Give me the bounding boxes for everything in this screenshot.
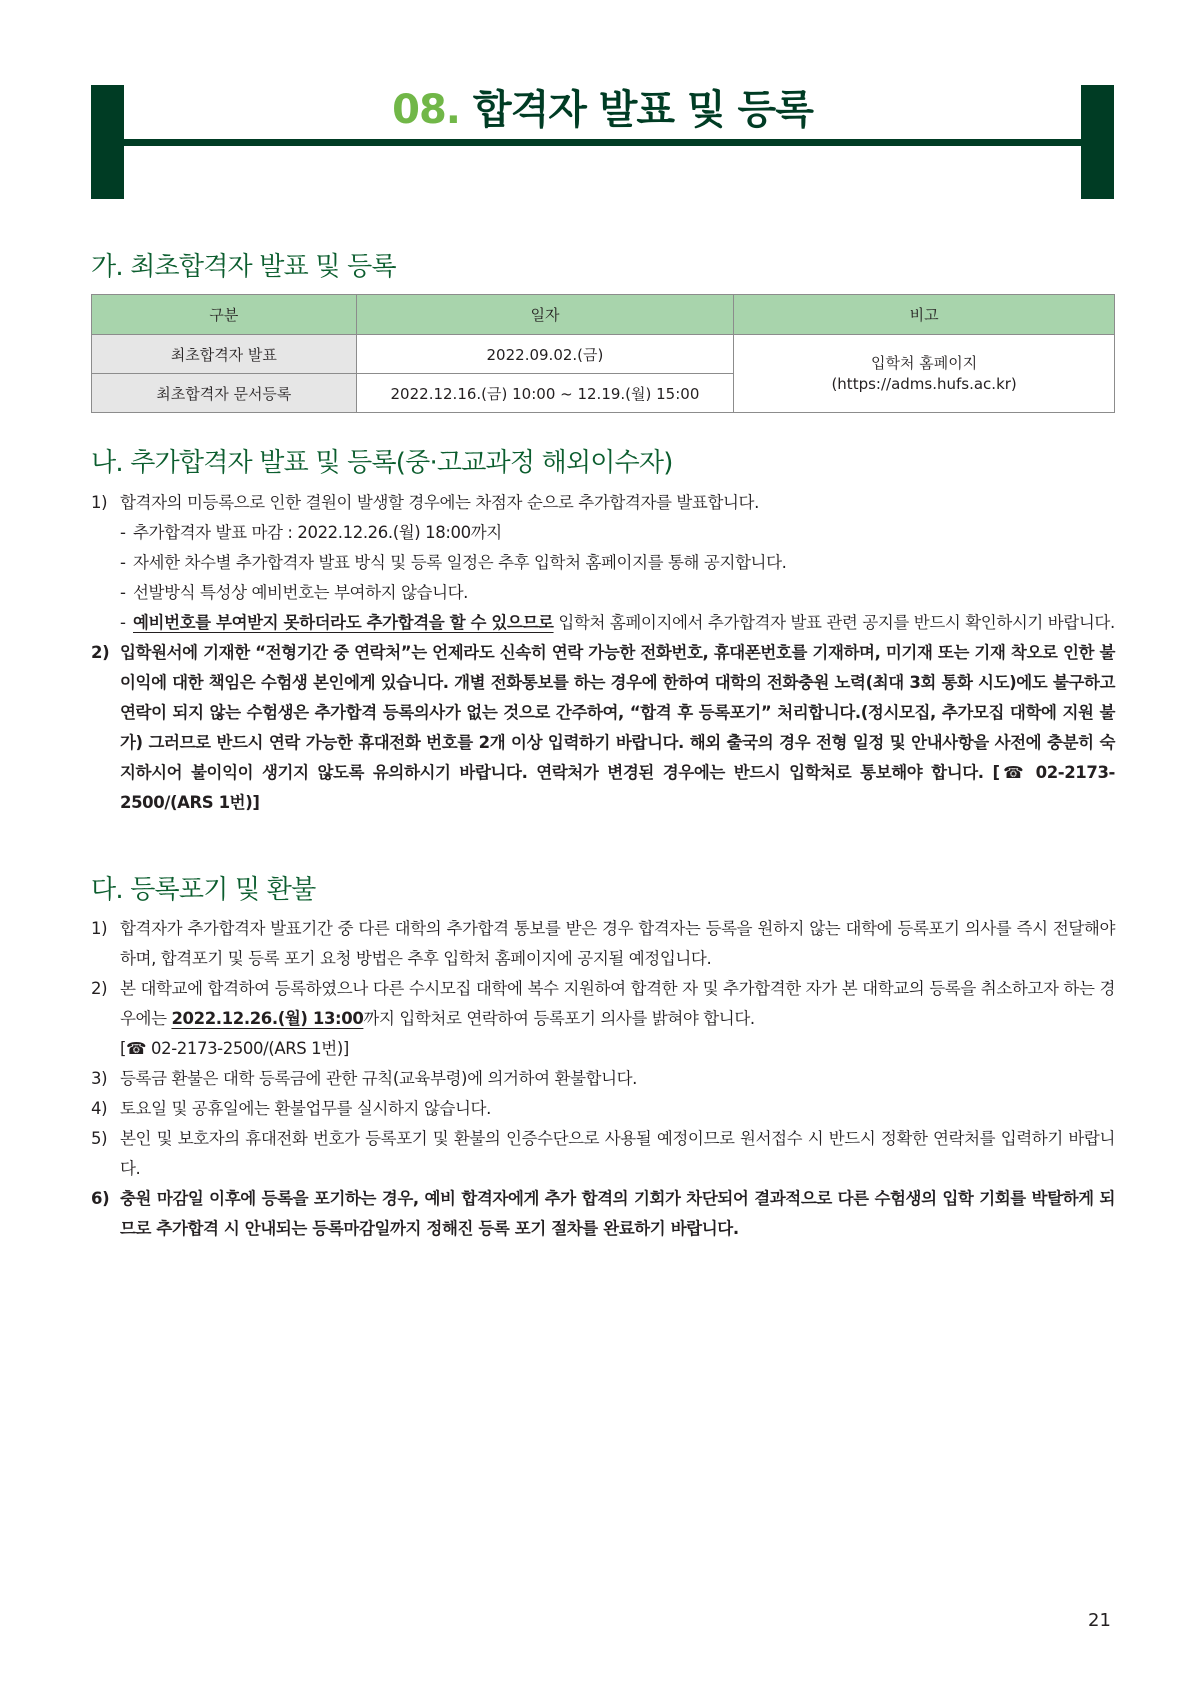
deadline-date: 2022.12.26.(월) 13:00 <box>171 1009 364 1028</box>
page-number: 21 <box>1088 1610 1111 1631</box>
list-item-number: 5) <box>91 1129 108 1148</box>
text-segment: 까지 입학처로 연락하여 등록포기 의사를 밝혀야 합니다. <box>363 1009 755 1028</box>
list-item <box>91 1124 1115 1184</box>
table-header-note: 비고 <box>734 295 1115 335</box>
note-line-url: (https://adms.hufs.ac.kr) <box>831 374 1017 393</box>
sub-item-text: 선발방식 특성상 예비번호는 부여하지 않습니다. <box>133 583 469 602</box>
phone-contact: [☎ 02-2173-2500/(ARS 1번)] <box>120 1039 349 1058</box>
list-item <box>91 914 1115 974</box>
list-item-number: 4) <box>91 1099 108 1118</box>
list-item-number: 1) <box>91 493 108 512</box>
sub-item: - 선발방식 특성상 예비번호는 부여하지 않습니다. <box>120 583 469 602</box>
list-item-text: 합격자의 미등록으로 인한 결원이 발생할 경우에는 차점자 순으로 추가합격자를 발표합니다. <box>120 493 759 512</box>
list-item-text: 등록금 환불은 대학 등록금에 관한 규칙(교육부령)에 의거하여 환불합니다. <box>120 1069 638 1088</box>
list-item-number: 1) <box>91 919 108 938</box>
chapter-title: 합격자 발표 및 등록 <box>472 87 813 133</box>
list-item-text: 합격자가 추가합격자 발표기간 중 다른 대학의 추가합격 통보를 받은 경우 합격자는 등록을 원하지 않는 대학에 등록포기 의사를 즉시 전달해야 하며, 합격포기 및 등록 포기 요청 방법은 추후 입학처 홈페이지에 공지될 예정입니다. <box>120 919 1115 968</box>
sub-item: - 예비번호를 부여받지 못하더라도 추가합격을 할 수 있으므로 입학처 홈페이지에서 추가합격자 발표 관련 공지를 반드시 확인하시기 바랍니다. <box>120 613 1115 632</box>
table-header-category: 구분 <box>92 295 357 335</box>
banner-right-bar <box>1081 85 1114 199</box>
list-item <box>91 974 1115 1064</box>
sub-item-text: 추가합격자 발표 마감 : 2022.12.26.(월) 18:00까지 <box>133 523 502 542</box>
list-item <box>91 488 1115 638</box>
schedule-table <box>91 294 1115 413</box>
list-item-text: 충원 마감일 이후에 등록을 포기하는 경우, 예비 합격자에게 추가 합격의 기회가 차단되어 결과적으로 다른 수험생의 입학 기회를 박탈하게 되므로 추가합격 시 안내되는 등록마감일까지 정해진 등록 포기 절차를 완료하기 바랍니다. <box>120 1189 1115 1238</box>
list-item <box>91 1184 1115 1244</box>
table-row-date: 2022.09.02.(금) <box>356 335 734 374</box>
list-item-text: 토요일 및 공휴일에는 환불업무를 실시하지 않습니다. <box>120 1099 491 1118</box>
section-a-heading: 가. 최초합격자 발표 및 등록 <box>91 252 396 282</box>
page-title <box>124 84 1081 136</box>
text-segment: 본 대학교에 합격하여 등록하였으나 다른 수시모집 대학에 복수 지원하여 합격한 자 및 추가합격한 자가 본 대학교의 등록을 취소하고자 하는 경우에는 <box>120 979 1115 1028</box>
emphasized-text: 예비번호를 부여받지 못하더라도 추가합격을 할 수 있으므로 <box>133 613 554 632</box>
note-line-homepage: 입학처 홈페이지 <box>871 353 978 372</box>
list-item <box>91 1094 1115 1124</box>
sub-item-text: 입학처 홈페이지에서 추가합격자 발표 관련 공지를 반드시 확인하시기 바랍니다. <box>553 613 1115 632</box>
banner-left-bar <box>91 85 124 199</box>
list-item-number: 2) <box>91 979 108 998</box>
banner-underline <box>124 139 1081 146</box>
table-header-date: 일자 <box>356 295 734 335</box>
list-item <box>91 1064 1115 1094</box>
sub-item-text: 자세한 차수별 추가합격자 발표 방식 및 등록 일정은 추후 입학처 홈페이지를 통해 공지합니다. <box>133 553 787 572</box>
list-item-text: 본인 및 보호자의 휴대전화 번호가 등록포기 및 환불의 인증수단으로 사용될 예정이므로 원서접수 시 반드시 정확한 연락처를 입력하기 바랍니다. <box>120 1129 1115 1178</box>
section-b-list <box>91 488 1115 818</box>
section-c-list <box>91 914 1115 1244</box>
list-item-number: 2) <box>91 643 110 662</box>
table-header-row <box>92 295 1115 335</box>
section-c-heading: 다. 등록포기 및 환불 <box>91 875 316 905</box>
list-item-number: 3) <box>91 1069 108 1088</box>
table-row-label: 최초합격자 발표 <box>92 335 357 374</box>
sub-item: - 추가합격자 발표 마감 : 2022.12.26.(월) 18:00까지 <box>120 523 502 542</box>
list-item-text: 입학원서에 기재한 “전형기간 중 연락처”는 언제라도 신속히 연락 가능한 전화번호, 휴대폰번호를 기재하며, 미기재 또는 기재 착오로 인한 불이익에 대한 책임은 수험생 본인에게 있습니다. 개별 전화통보를 하는 경우에 한하여 대학의 전화충원 노력(최대 3회 통화 시도)에도 불구하고 연락이 되지 않는 수험생은 추가합격 등록의사가 없는 것으로 간주하여, “합격 후 등록포기” 처리합니다.(정시모집, 추가모집 대학에 지원 불가) 그러므로 반드시 연락 가능한 휴대전화 번호를 2개 이상 입력하기 바랍니다. 해외 출국의 경우 전형 일정 및 안내사항을 사전에 충분히 숙지하시어 불이익이 생기지 않도록 유의하시기 바랍니다. 연락처가 변경된 경우에는 반드시 입학처로 통보해야 합니다. [☎ 02-2173-2500/(ARS 1번)] <box>120 643 1115 812</box>
chapter-number: 08. <box>392 87 460 133</box>
list-item <box>91 638 1115 818</box>
table-row-label: 최초합격자 문서등록 <box>92 374 357 413</box>
sub-item: - 자세한 차수별 추가합격자 발표 방식 및 등록 일정은 추후 입학처 홈페이지를 통해 공지합니다. <box>120 553 787 572</box>
table-row-date: 2022.12.16.(금) 10:00 ~ 12.19.(월) 15:00 <box>356 374 734 413</box>
table-row <box>92 335 1115 374</box>
table-note-cell <box>734 335 1115 413</box>
section-b-heading: 나. 추가합격자 발표 및 등록(중·고교과정 해외이수자) <box>91 448 673 478</box>
list-item-number: 6) <box>91 1189 110 1208</box>
list-item-text <box>120 974 1115 1034</box>
